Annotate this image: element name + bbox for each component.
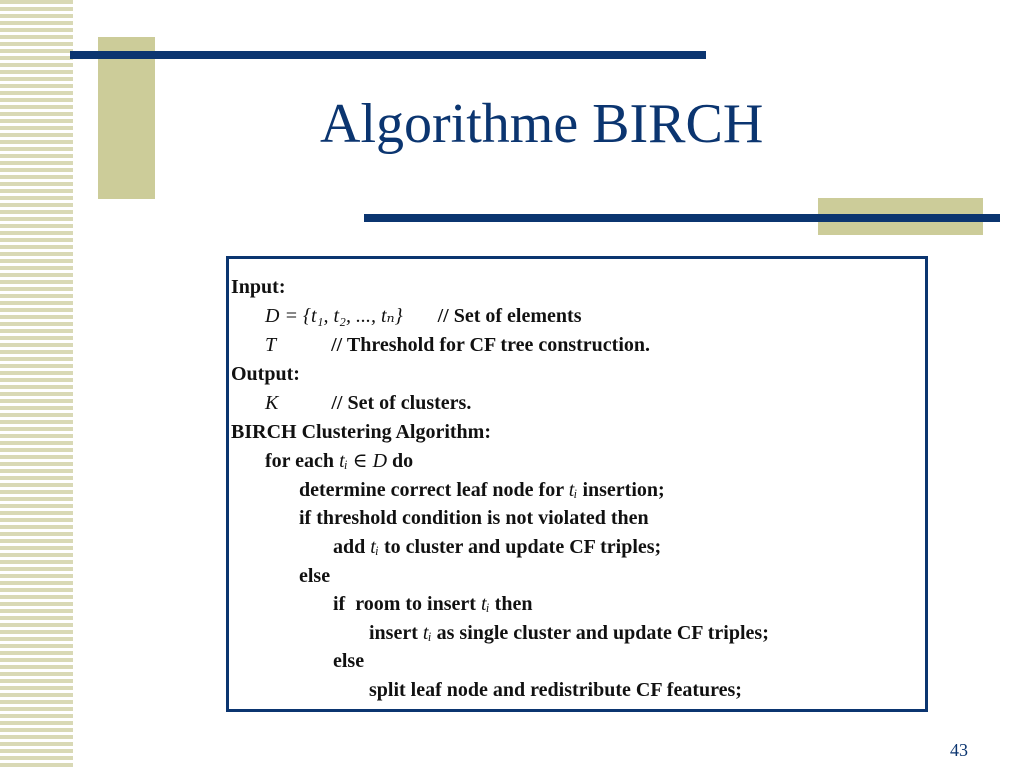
for-each-line bbox=[265, 447, 413, 475]
add-post: to cluster and update CF triples; bbox=[378, 536, 662, 558]
if-room-text: if room to insert bbox=[333, 593, 481, 615]
input-d-comment: // Set of elements bbox=[437, 305, 582, 327]
input-d-line bbox=[265, 302, 581, 330]
add-line bbox=[333, 533, 661, 561]
input-t-line bbox=[265, 331, 650, 359]
else-line-2: else bbox=[333, 650, 365, 672]
for-each-math: tᵢ ∈ D bbox=[339, 450, 388, 472]
input-t-comment: // Threshold for CF tree construction. bbox=[331, 334, 651, 356]
for-each-do: do bbox=[387, 450, 414, 472]
if-room-line bbox=[333, 590, 532, 618]
striped-sidebar-decoration bbox=[0, 0, 73, 768]
output-k-math: K bbox=[265, 392, 279, 414]
output-label: Output: bbox=[231, 363, 300, 385]
determine-line bbox=[299, 476, 665, 504]
decorative-bar-top bbox=[70, 51, 706, 59]
decorative-bar-bottom bbox=[364, 214, 1000, 222]
algorithm-label: BIRCH Clustering Algorithm: bbox=[231, 421, 491, 443]
split-line: split leaf node and redistribute CF features; bbox=[369, 679, 742, 701]
determine-post: insertion; bbox=[577, 479, 665, 501]
determine-text: determine correct leaf node for bbox=[299, 479, 569, 501]
insert-post: as single cluster and update CF triples; bbox=[431, 622, 769, 644]
decorative-square-left bbox=[98, 37, 155, 199]
slide-title: Algorithme BIRCH bbox=[320, 93, 764, 155]
add-math: tᵢ bbox=[370, 536, 379, 558]
input-label: Input: bbox=[231, 276, 286, 298]
if-room-post: then bbox=[489, 593, 533, 615]
else-line-1: else bbox=[299, 565, 331, 587]
input-t-math: T bbox=[265, 334, 277, 356]
for-each-keyword: for each bbox=[265, 450, 340, 472]
determine-math: tᵢ bbox=[568, 479, 578, 501]
insert-line bbox=[369, 619, 769, 647]
output-k-comment: // Set of clusters. bbox=[331, 392, 472, 414]
insert-text: insert bbox=[369, 622, 423, 644]
if-threshold-line: if threshold condition is not violated then bbox=[299, 507, 649, 529]
algorithm-box bbox=[226, 256, 928, 712]
output-k-line bbox=[265, 389, 471, 417]
insert-math: tᵢ bbox=[422, 622, 432, 644]
input-d-math: D = {t₁, t₂, ..., tₙ} bbox=[265, 305, 403, 327]
if-room-math: tᵢ bbox=[480, 593, 490, 615]
add-text: add bbox=[333, 536, 371, 558]
page-number: 43 bbox=[950, 740, 968, 760]
